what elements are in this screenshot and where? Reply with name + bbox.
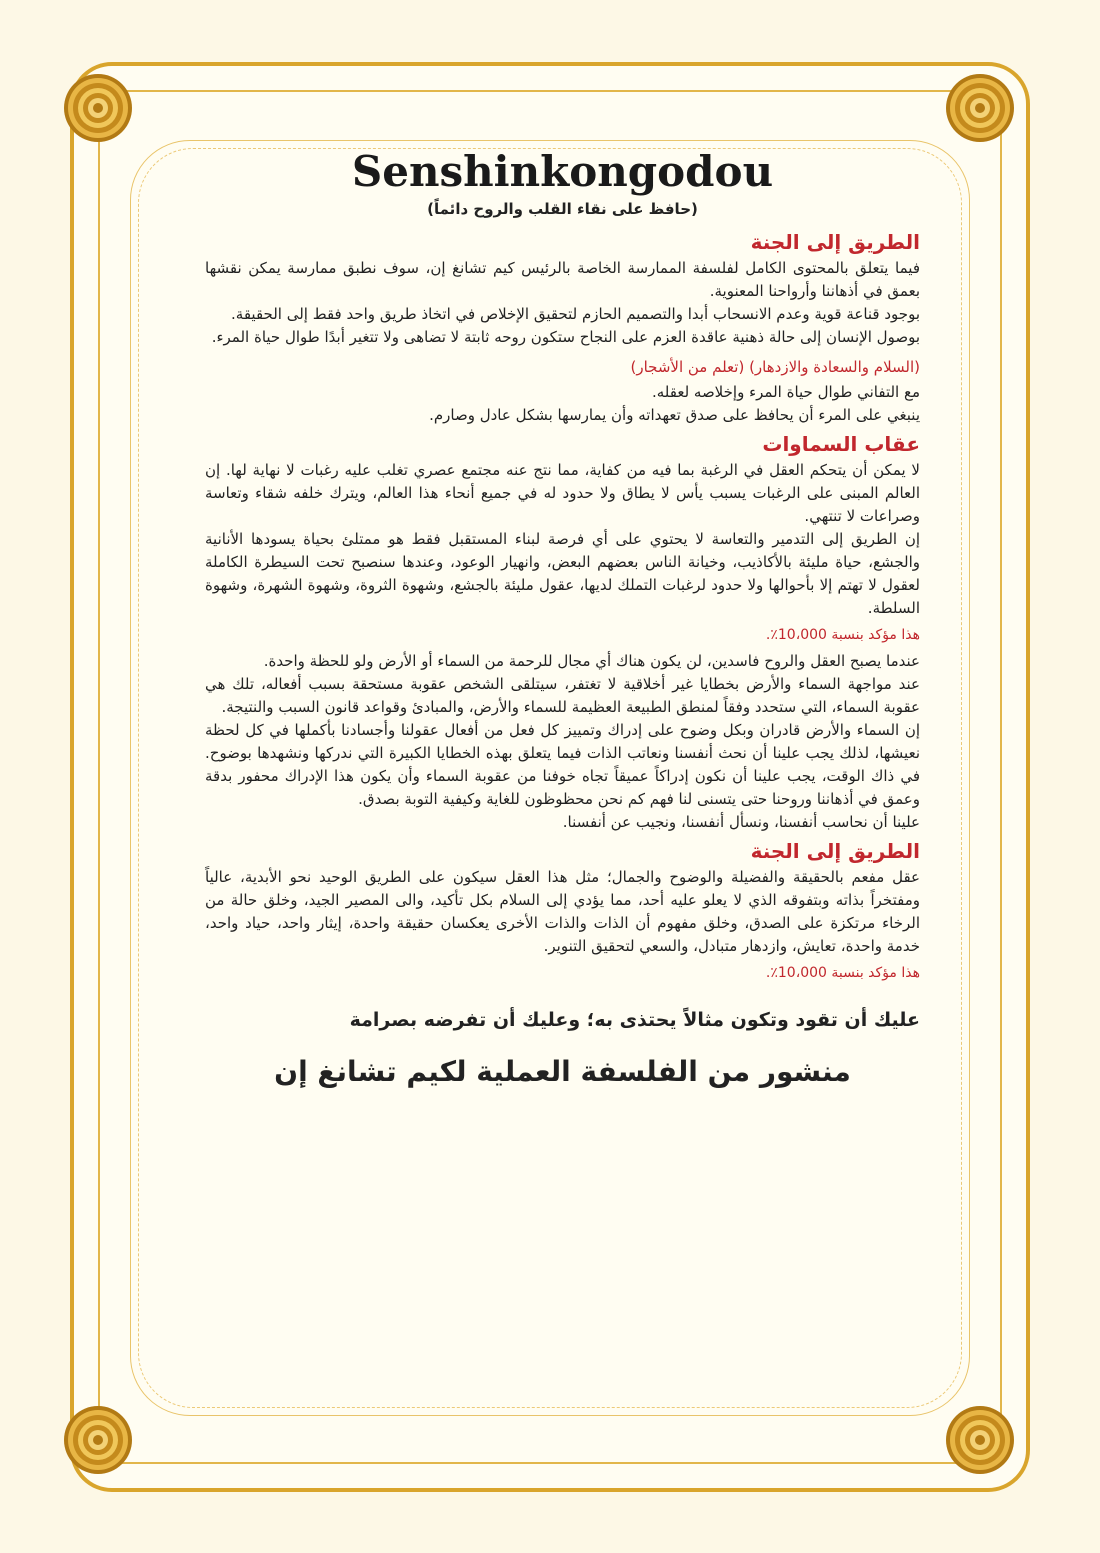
paragraph: علينا أن نحاسب أنفسنا، ونسأل أنفسنا، ونجيب عن أنفسنا. <box>562 813 920 831</box>
paragraph: عندما يصبح العقل والروح فاسدين، لن يكون هناك أي مجال للرحمة من السماء أو الأرض ولو للحظة واحدة. <box>263 652 920 670</box>
certainty-note: هذا مؤكد بنسبة 10،000٪. <box>765 965 920 981</box>
section-heading-path-to-heaven-2: الطريق إلى الجنة <box>750 839 920 863</box>
paragraph: إن الطريق إلى التدمير والتعاسة لا يحتوي على أي فرصة لبناء المستقبل فقط هو ممتلئ بحياة يسودها الأنانية والجشع، حياة مليئة بالأكاذيب، وخيانة الناس بعضهم البعض، وانهيار الوعود، وعندها سنصبح تحت السيطرة الكاملة لعقول لا تهتم إلا بأحوالها ولا حدود لرغبات التملك لديها، عقول مليئة بالجشع، وشهوة الثروة، وشهوة الشهرة، وشهوة السلطة. <box>205 530 920 617</box>
paragraph: إن السماء والأرض قادران وبكل وضوح على إدراك وتمييز كل فعل من أفعال عقولنا وأجسادنا بأكملها في كل لحظة نعيشها، لذلك يجب علينا أن نحث أنفسنا ونعاتب الذات فيما يتعلق بهذه الخطايا الكبيرة التي ندركها ونشهدها بوضوح. في ذاك الوقت، يجب علينا أن نكون إدراكاً عميقاً تجاه خوفنا من عقوبة السماء وأن يكون هذا الإدراك محفور بدقة وعمق في أذهاننا وروحنا حتى يتسنى لنا فهم كم نحن محظوظون للغاية وكيفية التوبة بصدق. <box>205 721 920 808</box>
paragraph: بوجود قناعة قوية وعدم الانسحاب أبدا والتصميم الحازم لتحقيق الإخلاص في اتخاذ طريق واحد فقط إلى الحقيقة. <box>231 305 920 323</box>
publication-credit: منشور من الفلسفة العملية لكيم تشانغ إن <box>274 1055 851 1088</box>
section-heading-punishment-of-heavens: عقاب السماوات <box>762 432 920 456</box>
paragraph: عقل مفعم بالحقيقة والفضيلة والوضوح والجمال؛ مثل هذا العقل سيكون على الطريق الوحيد نحو الأبدية، عالياً ومفتخراً بذاته وبتفوقه الذي لا يعلو عليه أحد، مما يؤدي إلى السلام بكل تأكيد، والى المصير الجيد، وخلق حالة من الرخاء مرتكزة على الصدق، وخلق مفهوم أن الذات والذات الأخرى يعكسان حقيقة واحدة، إيثار واحد، حياد واحد، خدمة واحدة، تعايش، وازدهار متبادل، والسعي لتحقيق التنوير. <box>205 868 920 955</box>
paragraph: لا يمكن أن يتحكم العقل في الرغبة بما فيه من كفاية، مما نتج عنه مجتمع عصري تغلب عليه رغبات لا نهاية لها. إن العالم المبنى على الرغبات يسبب يأس لا يطاق ولا حدود له في جميع أنحاء هذا العالم، ويترك خلفه شقاء وتعاسة وصراعات لا تنتهي. <box>205 461 920 525</box>
paragraph: مع التفاني طوال حياة المرء وإخلاصه لعقله. <box>651 383 920 401</box>
document-title: Senshinkongodou <box>351 147 774 196</box>
gold-medallion-icon <box>62 72 134 144</box>
gold-medallion-icon <box>944 1404 1016 1476</box>
section-heading-path-to-heaven: الطريق إلى الجنة <box>750 230 920 254</box>
paragraph: ينبغي على المرء أن يحافظ على صدق تعهداته وأن يمارسها بشكل عادل وصارم. <box>429 406 920 424</box>
closing-statement: عليك أن تقود وتكون مثالاً يحتذى به؛ وعليك أن تفرضه بصرامة <box>349 1009 920 1031</box>
red-subheading: (السلام والسعادة والازدهار) (تعلم من الأشجار) <box>630 358 920 376</box>
certainty-note: هذا مؤكد بنسبة 10،000٪. <box>765 627 920 643</box>
paragraph: بوصول الإنسان إلى حالة ذهنية عاقدة العزم على النجاح ستكون روحه ثابتة لا تضاهى ولا تتغير أبدًا طوال حياة المرء. <box>211 328 920 346</box>
paragraph: عند مواجهة السماء والأرض بخطايا غير أخلاقية لا تغتفر، سيتلقى الشخص عقوبة مستحقة بسبب أفعاله، تلك هي عقوبة السماء، التي ستحدد وفقاً لمنطق الطبيعة العظيمة للسماء والأرض، والمبادئ وقواعد قانون السبب والنتيجة. <box>205 675 920 716</box>
document-subtitle: (حافظ على نقاء القلب والروح دائماً) <box>427 200 698 218</box>
gold-medallion-icon <box>944 72 1016 144</box>
document-body <box>205 145 920 1092</box>
paragraph: فيما يتعلق بالمحتوى الكامل لفلسفة الممارسة الخاصة بالرئيس كيم تشانغ إن، سوف نطبق ممارسة يمكن نقشها بعمق في أذهاننا وأرواحنا المعنوية. <box>205 259 920 300</box>
gold-medallion-icon <box>62 1404 134 1476</box>
